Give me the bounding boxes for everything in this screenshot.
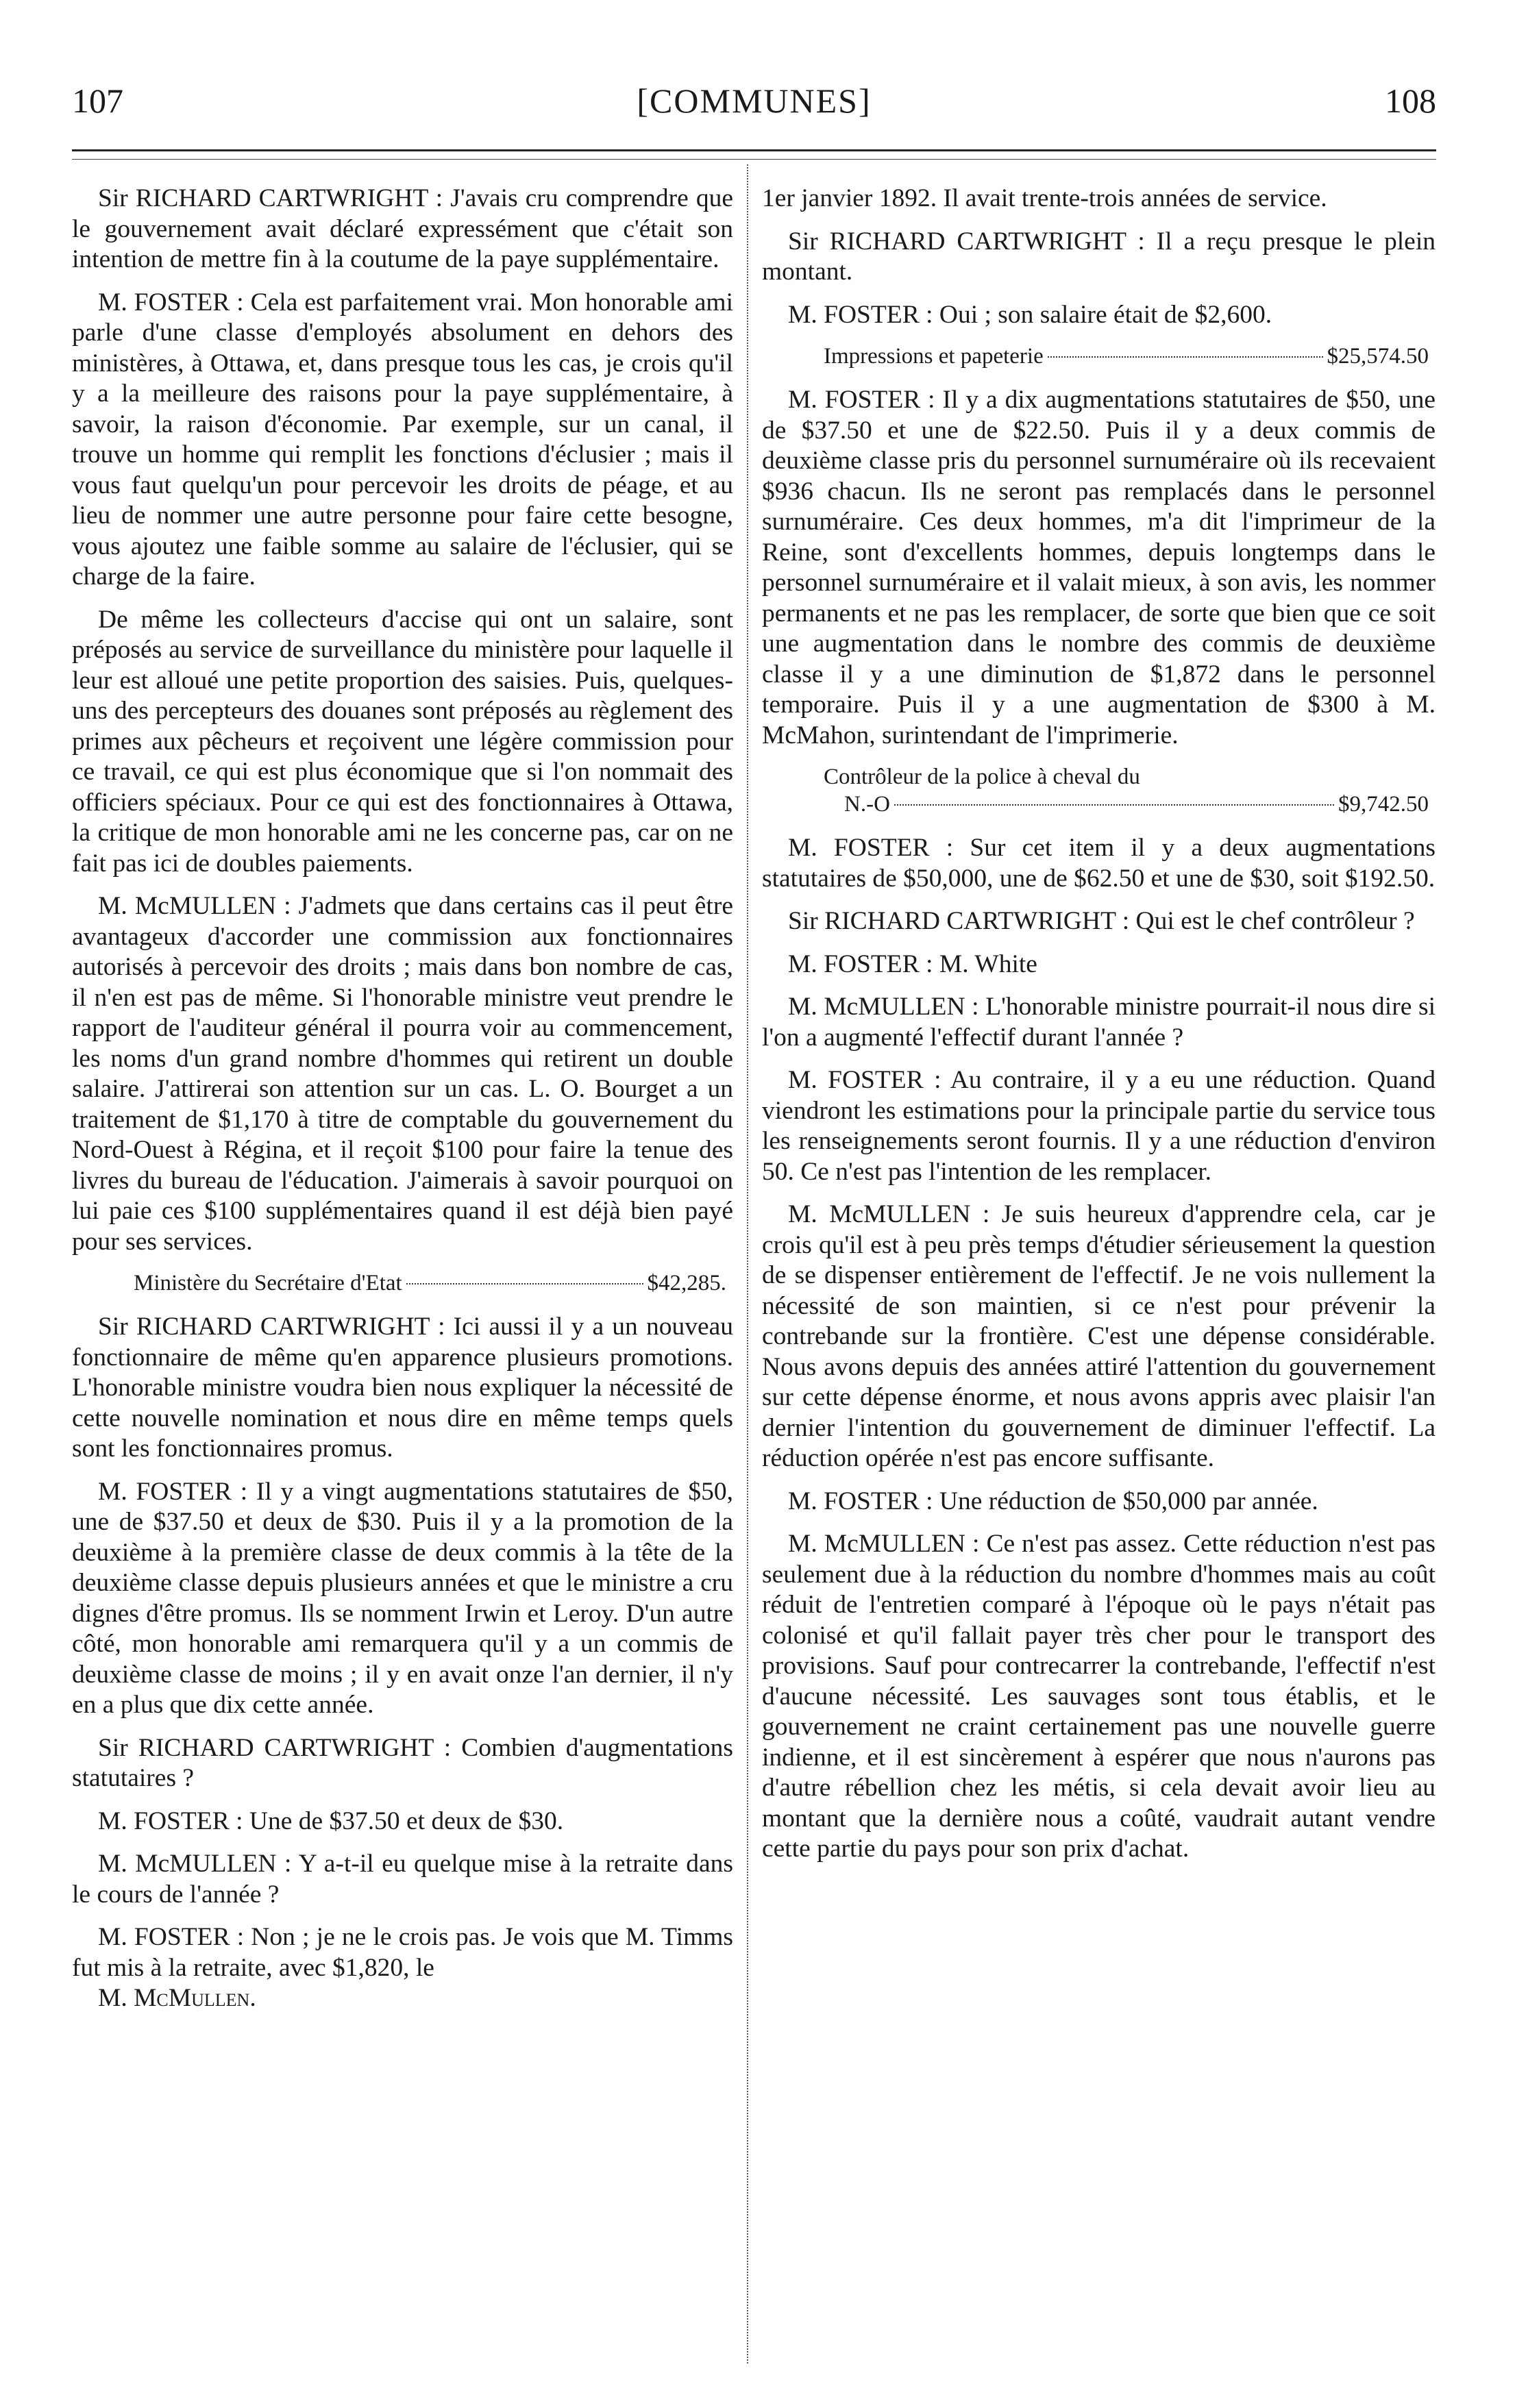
paragraph: M. McMULLEN : J'admets que dans certains cas il peut être avantageux d'accorder une commission aux fonctionnaires autorisés à percevoir des droits ; mais dans bon nombre de cas, il n'en est pas de même. Si l'honorable ministre veut prendre le rapport de l'auditeur général il pourra voir au commencement, les noms d'un grand nombre d'hommes qui retirent un double salaire. J'attirerai son attention sur un cas. L. O. Bourget a un traitement de $1,170 à titre de comptable du gouvernement du Nord-Ouest à Régina, et il reçoit $100 pour faire la tenue des livres du bureau de l'éducation. J'aimerais à savoir pourquoi on lui paie ces $100 supplémentaires quand il est déjà bien payé pour ses services. [72, 892, 733, 1256]
right-column [762, 184, 1436, 1877]
paragraph: M. FOSTER : Au contraire, il y a eu une réduction. Quand viendront les estimations pour la principale partie du service tous les renseignements seront fournis. Il y a une réduction d'environ 50. Ce n'est pas l'intention de les remplacer. [762, 1066, 1436, 1186]
running-title: [COMMUNES] [637, 82, 872, 120]
paragraph: M. FOSTER : Une de $37.50 et deux de $30. [98, 1807, 564, 1835]
paragraph: M. McMULLEN : Y a-t-il eu quelque mise à la retraite dans le cours de l'année ? [72, 1850, 733, 1909]
page-header [72, 81, 1436, 129]
paragraph: M. McMULLEN : Je suis heureux d'apprendre cela, car je crois qu'il est à peu près temps d'étudier sérieusement la question de se dispenser entièrement de l'effectif. Je ne vois nullement la nécessité de son maintien, si ce n'est pour prévenir la contrebande sur la frontière. C'est une dépense considérable. Nous avons depuis des années attiré l'attention du gouvernement sur cette dépense énorme, et nous avons appris avec plaisir l'an dernier l'intention du gouvernement de diminuer l'effectif. La réduction opérée n'est pas encore suffisante. [762, 1200, 1436, 1472]
budget-item-label: Contrôleur de la police à cheval du [824, 765, 1140, 789]
paragraph: M. FOSTER : Oui ; son salaire était de $2,600. [788, 300, 1272, 329]
paragraph: M. FOSTER : Sur cet item il y a deux augmentations statutaires de $50,000, une de $62.50 et une de $30, soit $192.50. [762, 834, 1436, 893]
paragraph: De même les collecteurs d'accise qui ont un salaire, sont préposés au service de surveillance du ministère pour laquelle il leur est alloué une petite proportion des saisies. Puis, quelques-uns des percepteurs des douanes sont préposés au règlement des primes aux pêcheurs et reçoivent une légère commission pour ce travail, ce qui est plus économique que si l'on nommait des officiers spéciaux. Pour ce qui est des fonctionnaires à Ottawa, la critique de mon honorable ami ne les concerne pas, car on ne fait pas ici de doubles paiements. [72, 605, 733, 878]
budget-item-label: Impressions et papeterie [824, 344, 1044, 369]
page-number-left: 107 [72, 82, 123, 120]
leader-dots [406, 1283, 643, 1284]
paragraph: M. FOSTER : Cela est parfaitement vrai. Mon honorable ami parle d'une classe d'employés absolument en dehors des ministères, à Ottawa, et, dans presque tous les cas, je crois qu'il y a la meilleure des raisons pour la paye supplémentaire, à savoir, la raison d'économie. Par exemple, sur un canal, il trouve un homme qui remplit les fonctions d'éclusier ; mais il vous faut quelqu'un pour percevoir les droits de péage, et au lieu de nommer une autre personne pour faire cette besogne, vous ajoutez une faible somme au salaire de l'éclusier, qui se charge de la faire. [72, 288, 733, 591]
paragraph: Sir RICHARD CARTWRIGHT : J'avais cru comprendre que le gouvernement avait déclaré expressément que c'était son intention de mettre fin à la coutume de la paye supplémentaire. [72, 184, 733, 273]
budget-item-label-cont: N.-O [844, 792, 890, 817]
budget-item-label: Ministère du Secrétaire d'Etat [134, 1271, 402, 1295]
paragraph: M. McMULLEN : Ce n'est pas assez. Cette réduction n'est pas seulement due à la réduction du nombre d'hommes mais au coût réduit de l'entretien comparé à l'époque où le pays n'était pas colonisé et qu'il fallait payer très cher pour le transport des provisions. Sauf pour contrecarrer la contrebande, l'effectif n'est d'aucune nécessité. Les sauvages sont tous établis, et le gouvernement ne craint certainement pas une nouvelle guerre indienne, et il est sincèrement à espérer que nous n'aurons pas d'autre rébellion chez les métis, si cela devait avoir lieu au montant que la dernière nous a coûté, vaudrait autant vendre cette partie du pays pour son prix d'achat. [762, 1530, 1436, 1863]
budget-item-amount: $42,285. [647, 1271, 726, 1295]
paragraph: M. FOSTER : Il y a vingt augmentations statutaires de $50, une de $37.50 et deux de $30. Puis il y a la promotion de la deuxième à la première classe de deux commis à la tête de la deuxième classe depuis plusieurs années et que le ministre a cru dignes d'être promus. Ils se nomment Irwin et Leroy. D'un autre côté, mon honorable ami remarquera qu'il y a un commis de deuxième classe de moins ; il y en avait onze l'an dernier, il n'y en a plus que dix cette année. [72, 1477, 733, 1719]
header-rule-thick [72, 149, 1436, 151]
budget-item [762, 763, 1436, 818]
budget-item [72, 1269, 733, 1297]
leader-dots [894, 804, 1334, 806]
budget-item-amount: $9,742.50 [1338, 792, 1429, 817]
paragraph: Sir RICHARD CARTWRIGHT : Qui est le chef contrôleur ? [788, 907, 1415, 935]
paragraph: M. FOSTER : Une réduction de $50,000 par année. [788, 1487, 1318, 1515]
paragraph: Sir RICHARD CARTWRIGHT : Combien d'augmentations statutaires ? [72, 1733, 733, 1792]
paragraph: M. FOSTER : Il y a dix augmentations statutaires de $50, une de $37.50 et une de $22.50. Puis il y a deux commis de deuxième classe pris du personnel surnuméraire où ils recevaient $936 chacun. Ils ne seront pas remplacés dans le personnel surnuméraire. Ces deux hommes, m'a dit l'imprimeur de la Reine, sont d'excellents hommes, depuis longtemps dans le personnel surnuméraire et il valait mieux, à son avis, les nommer permanents et ne pas les remplacer, de sorte que bien que ce soit une augmentation dans le nombre des commis de deuxième classe il y a une diminution de $1,872 dans le personnel temporaire. Puis il y a une augmentation de $300 à M. McMahon, surintendant de l'imprimerie. [762, 386, 1436, 749]
paragraph: Sir RICHARD CARTWRIGHT : Ici aussi il y a un nouveau fonctionnaire de même qu'en apparence plusieurs promotions. L'honorable ministre voudra bien nous expliquer la nécessité de cette nouvelle nomination et nous dire en même temps quels sont les fonctionnaires promus. [72, 1313, 733, 1463]
column-divider [747, 164, 748, 2363]
page-footer-speaker: M. McMullen. [98, 1984, 256, 2012]
paragraph: Sir RICHARD CARTWRIGHT : Il a reçu presque le plein montant. [762, 227, 1436, 286]
header-rule-thin [72, 159, 1436, 160]
budget-item-amount: $25,574.50 [1327, 344, 1429, 369]
paragraph: M. McMULLEN : L'honorable ministre pourrait-il nous dire si l'on a augmenté l'effectif durant l'année ? [762, 993, 1436, 1052]
leader-dots [1048, 356, 1323, 358]
paragraph: M. FOSTER : M. White [788, 949, 1037, 978]
budget-item [762, 343, 1436, 370]
paragraph: 1er janvier 1892. Il avait trente-trois années de service. [762, 184, 1327, 212]
paragraph: M. FOSTER : Non ; je ne le crois pas. Je vois que M. Timms fut mis à la retraite, avec $1,820, le [72, 1923, 733, 1982]
left-column [72, 184, 733, 2014]
page-number-right: 108 [1385, 82, 1436, 120]
